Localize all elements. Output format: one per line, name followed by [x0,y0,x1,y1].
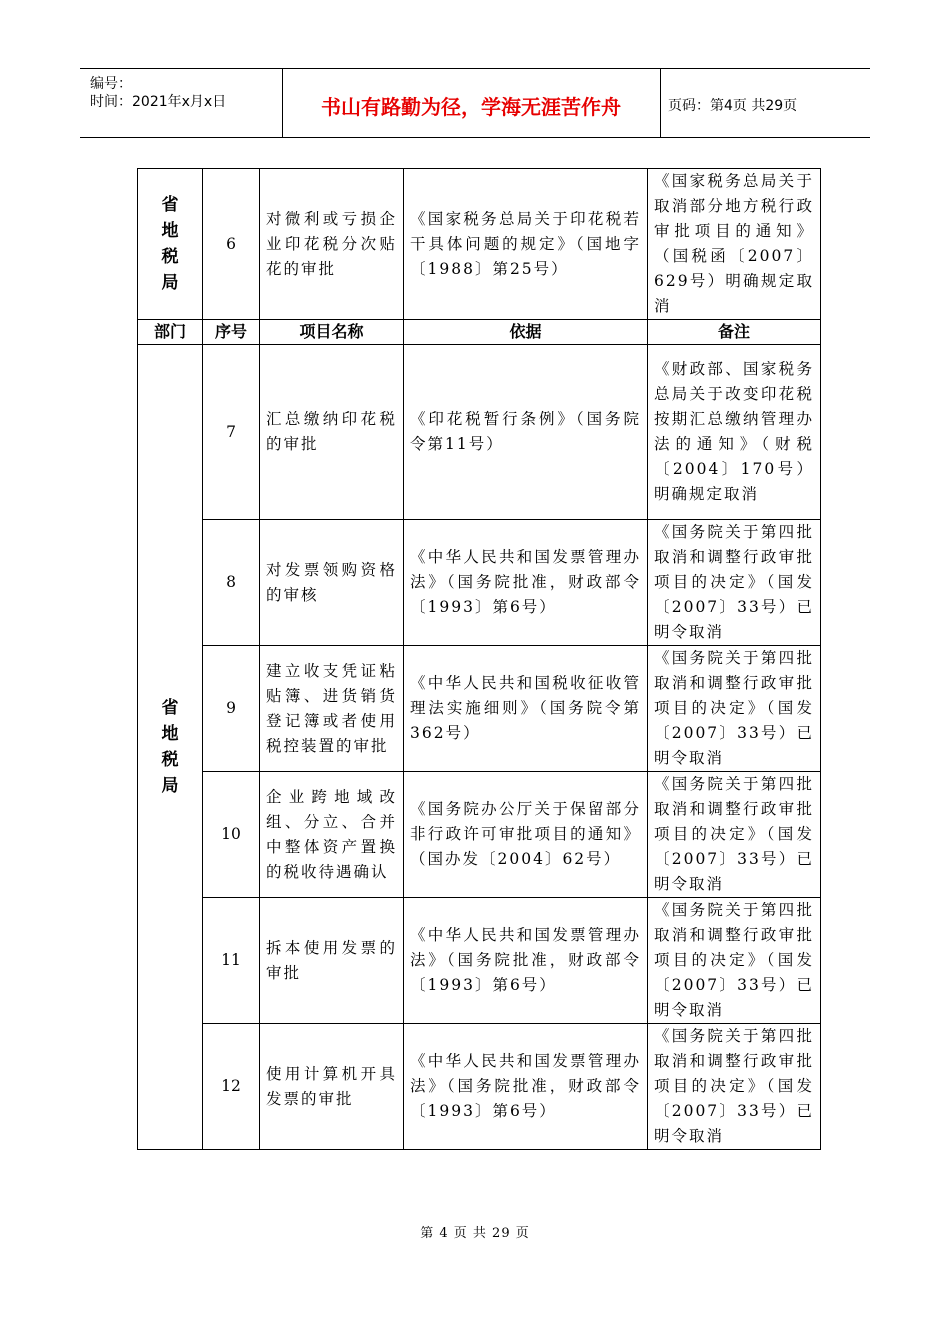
table-row [138,520,821,646]
header-motto: 书山有路勤为径，学海无涯苦作舟 [321,95,621,119]
note-cell: 《国务院关于第四批取消和调整行政审批项目的决定》（国发〔2007〕33号）已明令取消 [648,1024,821,1150]
table-row [138,772,821,898]
header-page-info: 页码：第4页 共29页 [668,98,798,114]
seq-cell: 8 [203,520,260,646]
item-name-cell: 企业跨地域改组、分立、合并中整体资产置换的税收待遇确认 [260,772,404,898]
header-meta [80,69,283,137]
item-name-cell: 使用计算机开具发票的审批 [260,1024,404,1150]
basis-cell: 《中华人民共和国发票管理办法》（国务院批准，财政部令〔1993〕第6号） [404,898,648,1024]
basis-cell: 《国务院办公厅关于保留部分非行政许可审批项目的通知》（国办发〔2004〕62号） [404,772,648,898]
note-cell: 《国务院关于第四批取消和调整行政审批项目的决定》（国发〔2007〕33号）已明令取消 [648,520,821,646]
header-motto-cell [282,69,661,137]
seq-cell: 7 [203,345,260,520]
table-row [138,898,821,1024]
column-header-note: 备注 [648,320,821,345]
note-cell: 《国务院关于第四批取消和调整行政审批项目的决定》（国发〔2007〕33号）已明令取消 [648,898,821,1024]
table-row [138,345,821,520]
approval-items-table [137,168,821,1150]
seq-cell: 9 [203,646,260,772]
seq-cell: 10 [203,772,260,898]
table-row [138,169,821,320]
basis-cell: 《中华人民共和国发票管理办法》（国务院批准，财政部令〔1993〕第6号） [404,520,648,646]
basis-cell: 《印花税暂行条例》（国务院令第11号） [404,345,648,520]
document-date: 时间：2021年x月x日 [90,94,227,110]
note-cell: 《财政部、国家税务总局关于改变印花税按期汇总缴纳管理办法的通知》（财税〔2004〕170号）明确规定取消 [648,345,821,520]
seq-cell: 11 [203,898,260,1024]
item-name-cell: 拆本使用发票的审批 [260,898,404,1024]
page-header [80,68,870,138]
basis-cell: 《中华人民共和国发票管理办法》（国务院批准，财政部令〔1993〕第6号） [404,1024,648,1150]
seq-cell: 6 [203,169,260,320]
header-page-cell [660,69,870,137]
seq-cell: 12 [203,1024,260,1150]
basis-cell: 《中华人民共和国税收征收管理法实施细则》（国务院令第362号） [404,646,648,772]
item-name-cell: 建立收支凭证粘贴簿、进货销货登记簿或者使用税控装置的审批 [260,646,404,772]
item-name-cell: 对微利或亏损企业印花税分次贴花的审批 [260,169,404,320]
page-footer: 第 4 页 共 29 页 [420,1226,530,1241]
item-name-cell: 汇总缴纳印花税的审批 [260,345,404,520]
column-header-dept: 部门 [138,320,203,345]
note-cell: 《国务院关于第四批取消和调整行政审批项目的决定》（国发〔2007〕33号）已明令取消 [648,772,821,898]
document-code: 编号： [90,76,132,92]
basis-cell: 《国家税务总局关于印花税若干具体问题的规定》（国地字〔1988〕第25号） [404,169,648,320]
dept-cell: 省地税局 [138,345,203,1150]
note-cell: 《国务院关于第四批取消和调整行政审批项目的决定》（国发〔2007〕33号）已明令取消 [648,646,821,772]
item-name-cell: 对发票领购资格的审核 [260,520,404,646]
dept-cell: 省地税局 [138,169,203,320]
column-header-name: 项目名称 [260,320,404,345]
note-cell: 《国家税务总局关于取消部分地方税行政审批项目的通知》（国税函〔2007〕629号）明确规定取消 [648,169,821,320]
table-header-row [138,320,821,345]
column-header-basis: 依据 [404,320,648,345]
table-row [138,646,821,772]
column-header-seq: 序号 [203,320,260,345]
table-row [138,1024,821,1150]
